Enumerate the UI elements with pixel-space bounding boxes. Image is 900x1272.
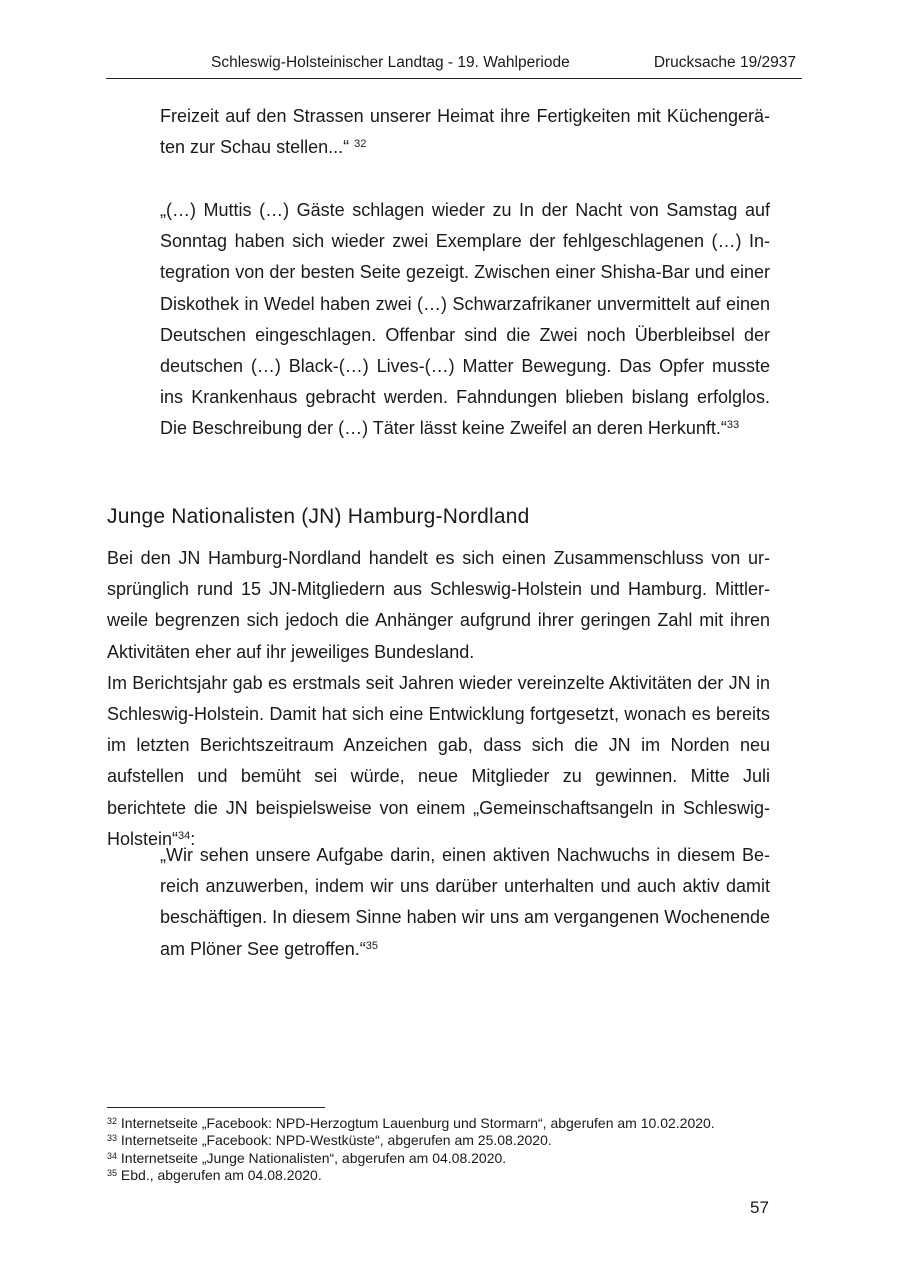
footnote xyxy=(107,1150,787,1167)
quote-text: „(…) Muttis (…) Gäste schlagen wieder zu In der Nacht von Samstag auf Sonntag haben sich wieder zwei Exemplare der fehlgeschlagenen (…) Integration von der besten Seite gezeigt. Zwischen einer Shisha-Bar und einer Diskothek in Wedel haben zwei (…) Schwarzafrikaner unvermittelt auf einen Deutschen eingeschlagen. Offenbar sind die Zwei noch Überbleibsel der deutschen (…) Black-(…) Lives-(…) Matter Bewegung. Das Opfer musste ins Krankenhaus gebracht werden. Fahndungen blieben bislang erfolglos. Die Beschreibung der (…) Täter lässt keine Zweifel an deren Herkunft.“ xyxy=(160,200,770,439)
footnote-number: 33 xyxy=(107,1133,118,1144)
footnote xyxy=(107,1115,787,1132)
footnote-text: Internetseite „Junge Nationalisten“, abgerufen am 04.08.2020. xyxy=(117,1149,507,1166)
header-doc-number: Drucksache 19/2937 xyxy=(653,54,796,71)
footnote-number: 34 xyxy=(107,1150,118,1161)
footnote-text: Ebd., abgerufen am 04.08.2020. xyxy=(117,1166,322,1183)
footnote xyxy=(107,1132,787,1149)
paragraph xyxy=(107,668,770,855)
paragraph-text: Im Berichtsjahr gab es erstmals seit Jahren wieder vereinzelte Aktivitäten der JN in Schleswig-Holstein. Damit hat sich eine Entwicklung fortgesetzt, wonach es bereits im letzten Berichtszeitraum Anzeichen gab, dass sich die JN im Norden neu aufstellen und bemüht sei würde, neue Mitglieder zu gewinnen. Mitte Juli berichtete die JN beispielsweise von einem „Gemeinschaftsangeln in Schleswig-Holstein“ xyxy=(107,672,770,849)
footnote-text: Internetseite „Facebook: NPD-Westküste“, abgerufen am 25.08.2020. xyxy=(117,1132,552,1149)
page-number: 57 xyxy=(750,1198,769,1217)
footnote-ref: 35 xyxy=(365,939,379,952)
quote-text: „Wir sehen unsere Aufgabe darin, einen aktiven Nachwuchs in diesem Bereich anzuwerben, indem wir uns darüber unterhalten und auch aktiv damit beschäftigen. In diesem Sinne haben wir uns am vergangenen Wochenende am Plöner See getroffen.“ xyxy=(160,845,770,959)
footnote-number: 32 xyxy=(107,1116,118,1126)
quote-block-angeln xyxy=(160,840,770,965)
header-title: Schleswig-Holsteinischer Landtag - 19. Wahlperiode xyxy=(211,54,570,71)
footnote-ref: 32 xyxy=(354,138,367,151)
footnotes xyxy=(107,1115,787,1184)
footnote xyxy=(107,1167,787,1184)
quote-block-continued xyxy=(160,101,770,163)
footnote-number: 35 xyxy=(107,1167,118,1178)
paragraph-punct: : xyxy=(190,828,196,849)
footnote-divider xyxy=(107,1107,325,1108)
paragraph: Bei den JN Hamburg-Nordland handelt es sich einen Zusammenschluss von ursprünglich rund 15 JN-Mitgliedern aus Schleswig-Holstein und Hamburg. Mittlerweile begrenzen sich jedoch die Anhänger aufgrund ihrer geringen Zahl mit ihren Aktivitäten eher auf ihr jeweiliges Bundesland. xyxy=(107,548,770,662)
section-body xyxy=(107,543,770,855)
footnote-ref: 33 xyxy=(726,419,740,432)
footnote-text: Internetseite „Facebook: NPD-Herzogtum Lauenburg und Stormarn“, abgerufen am 10.02.2020. xyxy=(117,1115,715,1131)
footnote-ref: 34 xyxy=(178,829,191,842)
page-header xyxy=(106,52,802,79)
quote-block-wedel xyxy=(160,195,770,445)
section-heading: Junge Nationalisten (JN) Hamburg-Nordland xyxy=(107,505,530,528)
quote-text: Freizeit auf den Strassen unserer Heimat ihre Fertigkeiten mit Küchengeräten zur Schau stellen...“ xyxy=(160,106,770,158)
